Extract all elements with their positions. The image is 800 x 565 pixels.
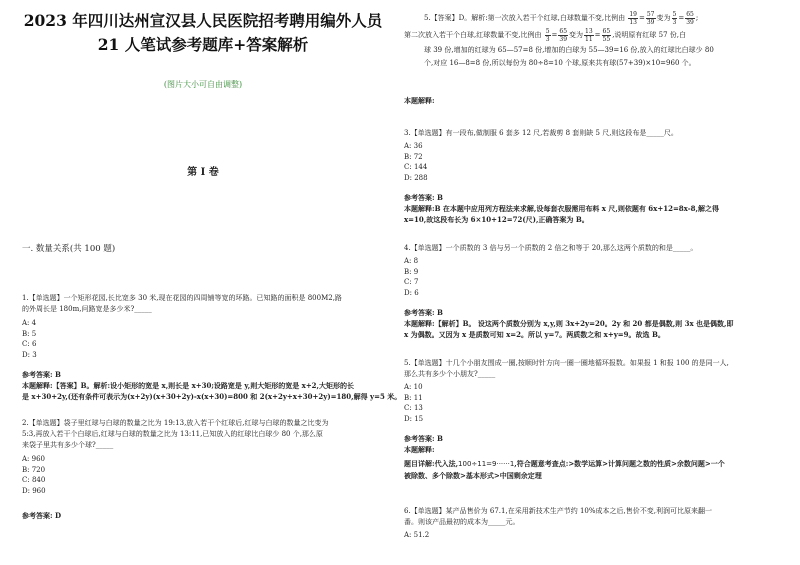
question-text: 4.【单选题】一个质数的 3 倍与另一个质数的 2 倍之和等于 20,那么这两个质数的和是_____。	[404, 244, 698, 252]
option-b: B: 11	[404, 393, 423, 402]
explanation-line: 5.【答案】D。解析:第一次放入若干个红球,白球数量不变,比例由 $\frac{19}{13}$ = $\frac{57}{39}$ 变为 $\frac{5}{3}$ = $\frac{65}{39}$ ;	[424, 10, 699, 26]
analysis: 题目详解:代入法,100÷11=9······1,符合题意考查点:>数学运算>计算问题之数的性质>余数问题>一个	[404, 459, 725, 468]
analysis: x=10,故这段布长为 6×10+12=72(尺),正确答案为 B。	[404, 215, 589, 224]
fraction: $\frac{19}{13}$	[629, 10, 637, 26]
analysis: 是 x+30+2y,(还有条件可表示为(x+2y)(x+30+2y)-x(x+30)=800 和 2(x+2y+x+30+2y)=180,解得 y=5 米。	[22, 392, 402, 401]
option-b: B: 72	[404, 152, 423, 161]
option-d: D: 960	[22, 486, 46, 495]
explanation-line: 个,对应 16—8=8 份,所以每份为 80÷8=10 个球,原来共有球(57+39)×10=960 个。	[424, 59, 696, 67]
option-b: B: 9	[404, 267, 419, 276]
option-a: A: 10	[404, 383, 423, 391]
option-a: A: 36	[404, 142, 423, 150]
answer: 参考答案: B	[404, 193, 443, 202]
option-a: A: 51.2	[404, 531, 430, 539]
answer: 参考答案: D	[22, 511, 62, 520]
option-a: A: 960	[22, 455, 45, 463]
question-4	[404, 243, 734, 340]
question-text: 5.【单选题】十几个小朋友围成一圈,按顺时针方向一圈一圈地循环报数。如果报 1 和报 100 的是同一人,	[404, 359, 729, 367]
option-c: C: 144	[404, 163, 428, 171]
document-title-line-1: 2023 年四川达州宣汉县人民医院招考聘用编外人员	[23, 11, 383, 30]
document-subtitle: (图片大小可自由调整)	[163, 80, 243, 89]
question-text: 来袋子里共有多少个球?_____	[22, 441, 114, 449]
math-expression: 100÷11=9······1	[458, 460, 515, 468]
analysis-label: 本题解释:	[404, 445, 435, 454]
question-text: 番。则该产品最初的成本为_____元。	[404, 518, 520, 526]
option-d: D: 6	[404, 288, 419, 297]
fraction: $\frac{5}{3}$	[672, 10, 677, 26]
fraction: $\frac{65}{39}$	[686, 10, 694, 26]
answer: 参考答案: B	[404, 434, 443, 443]
section-heading: 一. 数量关系(共 100 题)	[22, 244, 116, 254]
question-text: 6.【单选题】某产品售价为 67.1,在采用新技术生产节约 10%成本之后,售价不变,利润可比原来翻一	[404, 507, 712, 515]
explanation-line: 球 39 份,增加的红球为 65—57=8 份,增加的白球为 55—39=16 份,放入的红球比白球少 80	[424, 46, 714, 54]
question-text: 那么共有多少个小朋友?_____	[404, 370, 496, 378]
option-c: C: 13	[404, 404, 423, 412]
volume-heading: 第 I 卷	[187, 167, 219, 178]
option-b: B: 5	[22, 329, 37, 338]
answer: 参考答案: B	[404, 308, 443, 317]
question-text: 的外周长是 180m,问路宽是多少米?_____	[22, 305, 152, 313]
question-text: 1.【单选题】一个矩形花园,长比宽多 30 米,现在花园的四周铺等宽的环路。已知路的面积是 800M2,路	[22, 294, 342, 302]
question-text: 2.【单选题】袋子里红球与白球的数量之比为 19:13,放入若干个红球后,红球与白球的数量之比变为	[22, 419, 329, 427]
question-6	[404, 506, 712, 541]
option-c: C: 840	[22, 476, 46, 484]
question-1	[22, 293, 401, 402]
fraction: $\frac{65}{39}$	[559, 27, 568, 43]
option-a: A: 4	[22, 319, 37, 327]
document-title-line-2: 21 人笔试参考题库+答案解析	[97, 35, 309, 54]
analysis: 本题解释:【解析】B。 设这两个质数分别为 x,y,则 3x+2y=20。2y 和 20 都是偶数,则 3x 也是偶数,即	[404, 319, 734, 328]
option-d: D: 3	[22, 350, 37, 359]
question-5	[404, 358, 729, 481]
analysis: 本题解释:B 在本题中应用列方程法来求解,设每套衣服需用布料 x 尺,则依题有 6x+12=8x-8,解之得	[404, 204, 719, 213]
option-d: D: 15	[404, 414, 424, 423]
fraction: $\frac{13}{11}$	[585, 27, 593, 43]
analysis: x 为偶数。又因为 x 是质数可知 x=2。所以 y=7。两质数之和 x+y=9。故选 B。	[404, 330, 665, 339]
option-a: A: 8	[404, 257, 419, 265]
fraction: $\frac{5}{3}$	[545, 27, 550, 43]
fraction: $\frac{57}{39}$	[646, 10, 655, 26]
question-2	[22, 418, 329, 521]
option-d: D: 288	[404, 173, 428, 182]
question-text: 3.【单选题】有一段布,做制服 6 套多 12 尺,若裁剪 8 套则缺 5 尺,则这段布是_____尺。	[404, 129, 678, 137]
option-c: C: 6	[22, 340, 37, 348]
question-2-explanation	[404, 10, 714, 70]
option-b: B: 720	[22, 465, 46, 474]
analysis: 本题解释:【答案】B。解析:设小矩形的宽是 x,则长是 x+30;设路宽是 y,则大矩形的宽是 x+2,大矩形的长	[22, 381, 354, 390]
option-c: C: 7	[404, 278, 419, 286]
answer: 参考答案: B	[22, 370, 61, 379]
analysis-label: 本题解释:	[404, 96, 435, 105]
fraction: $\frac{65}{55}$	[602, 27, 611, 43]
question-3	[404, 128, 719, 225]
explanation-line: 第二次放入若干个白球,红球数量不变,比例由 $\frac{5}{3}$ = $\frac{65}{39}$ 变为 $\frac{13}{11}$ = $\frac{65}{55}$ ,说明原有红球 57 份,白	[404, 27, 686, 43]
analysis: 被除数、多个除数>基本形式>中国剩余定理	[404, 471, 542, 480]
question-text: 5:3,再放入若干个白球后,红球与白球的数量之比为 13:11,已知放入的红球比白球少 80 个,那么原	[22, 430, 323, 438]
